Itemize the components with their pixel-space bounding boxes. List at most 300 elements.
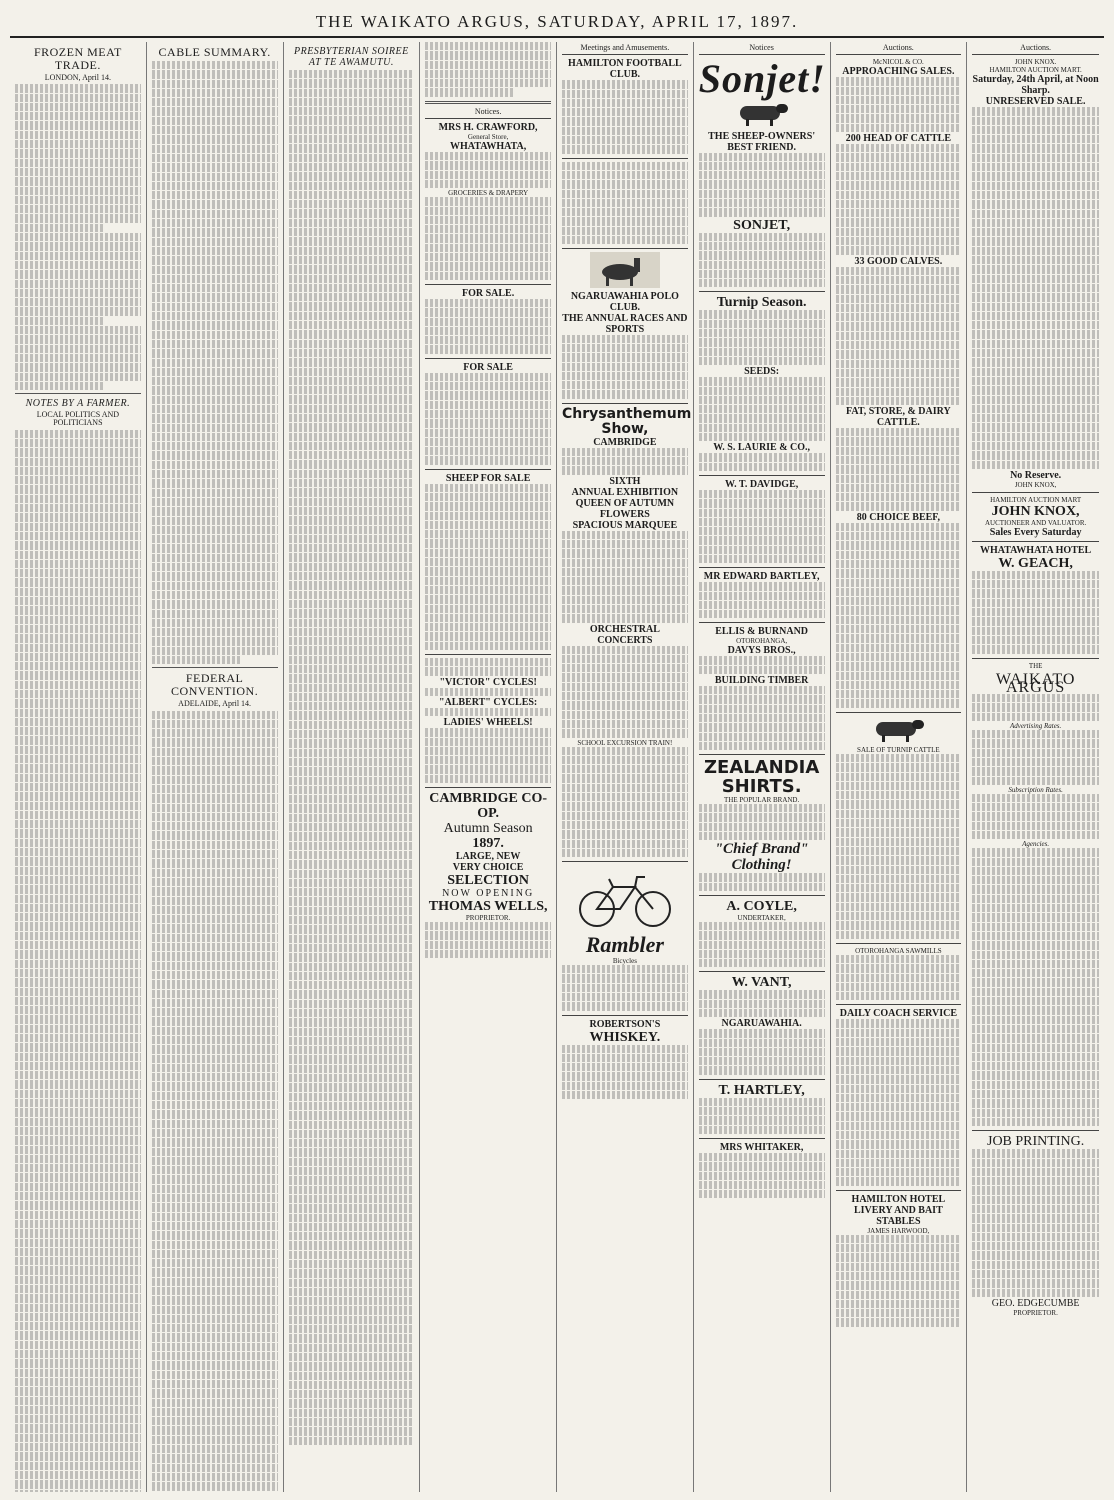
text-line bbox=[425, 318, 551, 326]
text-line bbox=[972, 219, 1099, 227]
text-line bbox=[152, 1017, 278, 1025]
text-line bbox=[15, 373, 141, 381]
text-line bbox=[699, 338, 825, 346]
text-line bbox=[836, 209, 962, 217]
text-line bbox=[425, 530, 551, 538]
text-line bbox=[836, 1168, 962, 1176]
text-line bbox=[562, 586, 688, 594]
text-line bbox=[972, 1261, 1099, 1269]
text-line bbox=[289, 470, 415, 478]
text-line bbox=[152, 396, 278, 404]
text-line bbox=[425, 373, 551, 381]
text-line bbox=[152, 850, 278, 858]
text-line bbox=[289, 963, 415, 971]
vant-ad: W. VANT, NGARUAWAHIA. bbox=[699, 971, 825, 1078]
text-line bbox=[15, 1304, 141, 1312]
text-line bbox=[699, 162, 825, 170]
text-line bbox=[562, 466, 688, 474]
text-line bbox=[15, 1211, 141, 1219]
text-line bbox=[289, 544, 415, 552]
text-line bbox=[15, 261, 141, 269]
text-line bbox=[699, 261, 825, 269]
text-line bbox=[152, 442, 278, 450]
text-line bbox=[152, 70, 278, 78]
text-line bbox=[972, 293, 1099, 301]
auctions-heading-2: Auctions. bbox=[1020, 43, 1052, 52]
text-line bbox=[699, 153, 825, 161]
text-line bbox=[972, 1251, 1099, 1259]
text-line bbox=[15, 997, 141, 1005]
text-line bbox=[15, 476, 141, 484]
text-line bbox=[152, 517, 278, 525]
text-line bbox=[15, 1201, 141, 1209]
text-line bbox=[15, 382, 103, 390]
text-line bbox=[562, 711, 688, 719]
text-line bbox=[836, 681, 962, 689]
text-line bbox=[289, 340, 415, 348]
text-line bbox=[289, 1288, 415, 1296]
text-line bbox=[289, 935, 415, 943]
text-line bbox=[289, 191, 415, 199]
waikato-argus-ad: THE WAIKATO ARGUS Advertising Rates. Subscription Rates. Agencies. bbox=[972, 658, 1099, 1131]
text-line bbox=[15, 764, 141, 772]
text-line bbox=[972, 1081, 1099, 1089]
text-line bbox=[152, 822, 278, 830]
text-line bbox=[562, 217, 688, 225]
text-line bbox=[15, 84, 141, 92]
text-line bbox=[562, 363, 688, 371]
text-line bbox=[425, 207, 551, 215]
text-line bbox=[972, 182, 1099, 190]
text-line bbox=[836, 397, 962, 405]
text-line bbox=[289, 1121, 415, 1129]
text-line bbox=[562, 802, 688, 810]
text-line bbox=[15, 1266, 141, 1274]
text-line bbox=[15, 1248, 141, 1256]
text-line bbox=[152, 934, 278, 942]
text-line bbox=[699, 536, 825, 544]
text-line bbox=[699, 990, 825, 998]
text-line bbox=[152, 757, 278, 765]
knox-auction-ad: JOHN KNOX. HAMILTON AUCTION MART. Saturday, 24th April, at Noon Sharp. UNRESERVED SALE. No Reserve. JOHN KNOX, bbox=[972, 54, 1099, 492]
text-line bbox=[289, 358, 415, 366]
text-line bbox=[972, 303, 1099, 311]
text-line bbox=[836, 1103, 962, 1111]
text-line bbox=[836, 322, 962, 330]
text-line bbox=[425, 931, 551, 939]
text-line bbox=[289, 646, 415, 654]
text-line bbox=[152, 210, 278, 218]
text-line bbox=[836, 754, 962, 762]
text-line bbox=[562, 1063, 688, 1071]
text-line bbox=[836, 200, 962, 208]
text-line bbox=[972, 135, 1099, 143]
text-line bbox=[699, 941, 825, 949]
text-line bbox=[972, 969, 1099, 977]
text-line bbox=[836, 653, 962, 661]
text-line bbox=[15, 1294, 141, 1302]
text-line bbox=[15, 1136, 141, 1144]
text-line bbox=[836, 1291, 962, 1299]
text-line bbox=[152, 368, 278, 376]
text-line bbox=[15, 112, 141, 120]
text-line bbox=[972, 997, 1099, 1005]
text-line bbox=[15, 1480, 141, 1488]
text-line bbox=[289, 749, 415, 757]
text-line bbox=[15, 205, 141, 213]
text-line bbox=[425, 614, 551, 622]
text-line bbox=[152, 414, 278, 422]
text-line bbox=[699, 582, 825, 590]
text-line bbox=[425, 244, 551, 252]
cycles-ad: "VICTOR" CYCLES! "ALBERT" CYCLES: LADIES' WHEELS! bbox=[425, 654, 551, 787]
text-line bbox=[289, 247, 415, 255]
text-line bbox=[836, 341, 962, 349]
text-line bbox=[836, 350, 962, 358]
text-line bbox=[972, 767, 1099, 775]
text-line bbox=[972, 1233, 1099, 1241]
text-line bbox=[15, 1369, 141, 1377]
text-line bbox=[289, 972, 415, 980]
text-line bbox=[972, 1071, 1099, 1079]
text-line bbox=[289, 433, 415, 441]
text-line bbox=[289, 1083, 415, 1091]
text-line bbox=[15, 885, 141, 893]
for-sale-ad-2: FOR SALE bbox=[425, 358, 551, 469]
text-line bbox=[972, 1025, 1099, 1033]
text-line bbox=[425, 70, 551, 78]
text-line bbox=[699, 804, 825, 812]
text-line bbox=[152, 785, 278, 793]
text-line bbox=[152, 377, 278, 385]
text-line bbox=[15, 1108, 141, 1116]
text-line bbox=[289, 1093, 415, 1101]
text-line bbox=[972, 107, 1099, 115]
text-line bbox=[972, 803, 1099, 811]
notices-heading: Notices. bbox=[474, 106, 502, 116]
text-line bbox=[152, 729, 278, 737]
text-line bbox=[15, 504, 141, 512]
text-line bbox=[289, 721, 415, 729]
text-line bbox=[15, 1239, 141, 1247]
text-line bbox=[289, 98, 415, 106]
text-line bbox=[972, 951, 1099, 959]
text-line bbox=[699, 424, 825, 432]
text-line bbox=[15, 755, 141, 763]
text-line bbox=[562, 457, 688, 465]
text-line bbox=[972, 636, 1099, 644]
text-line bbox=[289, 944, 415, 952]
text-line bbox=[972, 758, 1099, 766]
text-line bbox=[152, 1426, 278, 1434]
text-line bbox=[425, 549, 551, 557]
text-line bbox=[15, 289, 141, 297]
text-line bbox=[562, 784, 688, 792]
text-line bbox=[15, 709, 141, 717]
text-line bbox=[699, 832, 825, 840]
text-line bbox=[836, 763, 962, 771]
text-line bbox=[289, 1269, 415, 1277]
text-line bbox=[15, 467, 141, 475]
text-line bbox=[15, 363, 141, 371]
text-line bbox=[152, 61, 278, 69]
text-line bbox=[972, 1044, 1099, 1052]
text-line bbox=[15, 485, 141, 493]
columns bbox=[10, 42, 1104, 1492]
text-line bbox=[152, 776, 278, 784]
text-line bbox=[289, 1306, 415, 1314]
text-line bbox=[699, 1048, 825, 1056]
text-line bbox=[972, 1149, 1099, 1157]
text-line bbox=[836, 172, 962, 180]
text-line bbox=[836, 1263, 962, 1271]
text-line bbox=[15, 307, 141, 315]
text-line bbox=[15, 941, 141, 949]
text-line bbox=[836, 502, 962, 510]
text-line bbox=[289, 237, 415, 245]
text-line bbox=[152, 182, 278, 190]
text-line bbox=[15, 1490, 141, 1492]
text-line bbox=[152, 563, 278, 571]
text-line bbox=[836, 1272, 962, 1280]
text-line bbox=[289, 526, 415, 534]
cable-summary-heading: CABLE SUMMARY. bbox=[158, 45, 271, 59]
text-line bbox=[836, 866, 962, 874]
text-line bbox=[289, 209, 415, 217]
text-line bbox=[289, 1167, 415, 1175]
masthead: THE WAIKATO ARGUS, SATURDAY, APRIL 17, 1897. bbox=[10, 6, 1104, 38]
text-line bbox=[836, 893, 962, 901]
for-sale-ad: FOR SALE. bbox=[425, 284, 551, 358]
text-line bbox=[562, 531, 688, 539]
text-line bbox=[972, 867, 1099, 875]
text-line bbox=[289, 405, 415, 413]
text-line bbox=[699, 1057, 825, 1065]
text-line bbox=[289, 275, 415, 283]
text-line bbox=[425, 345, 551, 353]
turnip-season-ad: Turnip Season. SEEDS: W. S. LAURIE & CO., bbox=[699, 291, 825, 474]
text-line bbox=[289, 572, 415, 580]
text-line bbox=[972, 876, 1099, 884]
text-line bbox=[425, 61, 551, 69]
text-line bbox=[289, 368, 415, 376]
text-line bbox=[562, 683, 688, 691]
text-line bbox=[562, 701, 688, 709]
text-line bbox=[289, 144, 415, 152]
turnip-cattle-sale: SALE OF TURNIP CATTLE bbox=[836, 712, 962, 943]
text-line bbox=[15, 523, 141, 531]
text-line bbox=[289, 516, 415, 524]
text-line bbox=[972, 703, 1099, 711]
text-line bbox=[15, 280, 141, 288]
text-line bbox=[15, 1434, 141, 1442]
text-line bbox=[425, 171, 551, 179]
text-line bbox=[152, 451, 278, 459]
text-line bbox=[699, 592, 825, 600]
text-line bbox=[972, 275, 1099, 283]
text-line bbox=[152, 943, 278, 951]
text-line bbox=[289, 758, 415, 766]
text-line bbox=[289, 135, 415, 143]
text-line bbox=[425, 642, 551, 650]
text-line bbox=[972, 144, 1099, 152]
text-line bbox=[15, 616, 141, 624]
text-line bbox=[699, 1190, 825, 1198]
text-line bbox=[836, 579, 962, 587]
text-line bbox=[972, 1090, 1099, 1098]
text-line bbox=[972, 321, 1099, 329]
text-line bbox=[425, 493, 551, 501]
text-line bbox=[562, 549, 688, 557]
text-line bbox=[289, 563, 415, 571]
text-line bbox=[699, 555, 825, 563]
text-line bbox=[836, 955, 962, 963]
text-line bbox=[836, 304, 962, 312]
text-line bbox=[289, 637, 415, 645]
text-line bbox=[699, 813, 825, 821]
text-line bbox=[562, 756, 688, 764]
text-line bbox=[836, 1140, 962, 1148]
text-line bbox=[699, 251, 825, 259]
text-line bbox=[289, 1204, 415, 1212]
text-line bbox=[425, 180, 551, 188]
text-line bbox=[972, 1062, 1099, 1070]
text-line bbox=[152, 479, 278, 487]
text-line bbox=[152, 813, 278, 821]
text-line bbox=[699, 270, 825, 278]
text-line bbox=[289, 1390, 415, 1398]
text-line bbox=[562, 390, 688, 398]
federal-convention-heading: FEDERAL CONVENTION. bbox=[171, 671, 259, 699]
text-line bbox=[972, 713, 1099, 721]
text-line bbox=[425, 567, 551, 575]
text-line bbox=[15, 448, 141, 456]
text-line bbox=[152, 990, 278, 998]
cycling-club-ad bbox=[562, 158, 688, 249]
text-line bbox=[152, 1082, 278, 1090]
text-line bbox=[836, 1066, 962, 1074]
text-line bbox=[699, 883, 825, 891]
text-line bbox=[289, 1437, 415, 1445]
text-line bbox=[289, 767, 415, 775]
text-line bbox=[836, 447, 962, 455]
text-line bbox=[15, 1220, 141, 1228]
text-line bbox=[289, 1418, 415, 1426]
text-line bbox=[699, 348, 825, 356]
column-7 bbox=[831, 42, 968, 1492]
otorohanga-sawmills-ad: OTOROHANGA SAWMILLS bbox=[836, 943, 962, 1004]
text-line bbox=[972, 1118, 1099, 1126]
text-line bbox=[289, 786, 415, 794]
notices-heading-2: Notices bbox=[749, 43, 774, 52]
text-line bbox=[836, 541, 962, 549]
text-line bbox=[836, 625, 962, 633]
text-line bbox=[152, 582, 278, 590]
text-line bbox=[562, 577, 688, 585]
text-line bbox=[15, 495, 141, 503]
text-line bbox=[152, 117, 278, 125]
text-line bbox=[836, 428, 962, 436]
text-line bbox=[699, 190, 825, 198]
text-line bbox=[562, 568, 688, 576]
text-line bbox=[152, 489, 278, 497]
text-line bbox=[15, 1341, 141, 1349]
text-line bbox=[836, 847, 962, 855]
text-line bbox=[152, 321, 278, 329]
text-line bbox=[152, 1120, 278, 1128]
text-line bbox=[699, 1009, 825, 1017]
text-line bbox=[972, 739, 1099, 747]
text-line bbox=[836, 1253, 962, 1261]
text-line bbox=[425, 922, 551, 930]
text-line bbox=[152, 470, 278, 478]
text-line bbox=[972, 154, 1099, 162]
text-line bbox=[15, 969, 141, 977]
text-line bbox=[425, 558, 551, 566]
text-line bbox=[836, 114, 962, 122]
text-line bbox=[289, 665, 415, 673]
text-line bbox=[152, 266, 278, 274]
text-line bbox=[972, 1270, 1099, 1278]
text-line bbox=[15, 1015, 141, 1023]
text-line bbox=[699, 233, 825, 241]
text-line bbox=[152, 293, 278, 301]
text-line bbox=[836, 124, 962, 132]
text-line bbox=[289, 321, 415, 329]
text-line bbox=[699, 1162, 825, 1170]
text-line bbox=[152, 637, 278, 645]
text-line bbox=[15, 839, 141, 847]
text-line bbox=[152, 173, 278, 181]
text-line bbox=[15, 802, 141, 810]
text-line bbox=[836, 782, 962, 790]
text-line bbox=[152, 1259, 278, 1267]
text-line bbox=[425, 88, 513, 96]
text-line bbox=[836, 1281, 962, 1289]
text-line bbox=[699, 1107, 825, 1115]
text-line bbox=[836, 369, 962, 377]
text-line bbox=[289, 479, 415, 487]
text-line bbox=[836, 838, 962, 846]
text-line bbox=[699, 610, 825, 618]
text-line bbox=[562, 646, 688, 654]
text-line bbox=[972, 451, 1099, 459]
text-line bbox=[15, 569, 141, 577]
text-line bbox=[15, 913, 141, 921]
chrysanthemum-ad: Chrysanthemum Show, CAMBRIDGE SIXTH ANNUAL EXHIBITION QUEEN OF AUTUMN FLOWERS SPACIOUS MARQUEE ORCHESTRAL CONCERTS SCHOOL EXCURSION TRAIN! bbox=[562, 403, 688, 861]
text-line bbox=[152, 145, 278, 153]
text-line bbox=[836, 1150, 962, 1158]
text-line bbox=[562, 849, 688, 857]
coach-service-ad: DAILY COACH SERVICE bbox=[836, 1004, 962, 1189]
text-line bbox=[836, 819, 962, 827]
text-line bbox=[15, 932, 141, 940]
text-line bbox=[699, 279, 825, 287]
column-2 bbox=[147, 42, 284, 1492]
hamilton-hotel-ad: HAMILTON HOTEL LIVERY AND BAIT STABLES JAMES HARWOOD, bbox=[836, 1190, 962, 1331]
text-line bbox=[15, 532, 141, 540]
text-line bbox=[289, 377, 415, 385]
text-line bbox=[152, 619, 278, 627]
text-line bbox=[289, 907, 415, 915]
text-line bbox=[289, 581, 415, 589]
text-line bbox=[152, 1157, 278, 1165]
text-line bbox=[15, 1415, 141, 1423]
text-line bbox=[836, 1309, 962, 1317]
text-line bbox=[15, 270, 141, 278]
text-line bbox=[972, 885, 1099, 893]
text-line bbox=[289, 656, 415, 664]
